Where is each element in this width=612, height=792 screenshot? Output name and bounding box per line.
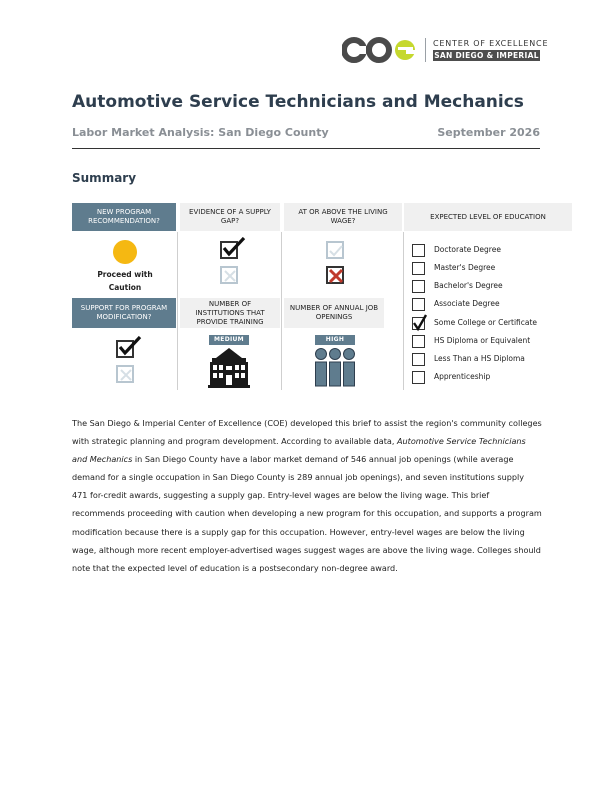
new-program-header: NEW PROGRAM RECOMMENDATION? bbox=[72, 203, 176, 231]
report-date: September 2026 bbox=[437, 126, 540, 139]
education-checkbox bbox=[412, 262, 425, 275]
page-title: Automotive Service Technicians and Mechanics bbox=[72, 92, 524, 112]
education-checkbox bbox=[412, 317, 425, 330]
education-checkbox bbox=[412, 280, 425, 293]
modification-yes-checkbox bbox=[116, 340, 134, 358]
education-checkbox bbox=[412, 335, 425, 348]
summary-paragraph-part2: in San Diego County have a labor market demand of 546 annual job openings (while average demand for a single occupation in San Diego County is 289 annual job openings), and seven institutions supply 471 for-credit awards, suggesting a supply gap. Entry-level wages are below the living wage. This brief recommends proceeding with caution when developing a new program for this occupation, and supports a program modification because there is a supply gap for this occupation. However, entry-level wages are below the living wage, although more recent employer-advertised wages suggest wages are above the living wage. Colleges should note that the expected level of education is a postsecondary non-degree award. bbox=[72, 454, 542, 573]
supply-gap-yes-checkbox bbox=[220, 241, 238, 259]
recommendation-text: Proceed with Caution bbox=[97, 270, 153, 292]
caution-indicator-icon bbox=[113, 240, 137, 264]
education-label: HS Diploma or Equivalent bbox=[434, 336, 531, 345]
education-label: Apprenticeship bbox=[434, 372, 491, 381]
people-icon bbox=[314, 348, 356, 392]
coe-logo bbox=[342, 36, 418, 64]
education-checkbox bbox=[412, 244, 425, 257]
column-divider bbox=[177, 232, 178, 390]
education-checkbox bbox=[412, 371, 425, 384]
institutions-header: NUMBER OF INSTITUTIONS THAT PROVIDE TRAINING bbox=[180, 298, 280, 328]
education-label: Some College or Certificate bbox=[434, 318, 538, 327]
logo-text-line1: CENTER OF EXCELLENCE bbox=[433, 39, 549, 48]
building-icon bbox=[208, 348, 250, 392]
institutions-level-badge: MEDIUM bbox=[209, 335, 249, 345]
logo-text-line2: SAN DIEGO & IMPERIAL bbox=[434, 51, 539, 60]
modification-no-checkbox bbox=[116, 365, 134, 383]
job-openings-header: NUMBER OF ANNUAL JOB OPENINGS bbox=[284, 298, 384, 328]
education-label: Less Than a HS Diploma bbox=[434, 354, 525, 363]
summary-heading: Summary bbox=[72, 171, 137, 185]
education-checkbox bbox=[412, 353, 425, 366]
education-checkbox bbox=[412, 298, 425, 311]
occupation-name: Automotive Service Technicians and Mechanics bbox=[72, 436, 526, 465]
openings-level-badge: HIGH bbox=[315, 335, 355, 345]
supply-gap-no-checkbox bbox=[220, 266, 238, 284]
summary-paragraph bbox=[72, 414, 542, 577]
column-divider bbox=[403, 232, 404, 390]
title-divider bbox=[72, 148, 540, 149]
living-wage-no-checkbox bbox=[326, 266, 344, 284]
living-wage-yes-checkbox bbox=[326, 241, 344, 259]
education-header: EXPECTED LEVEL OF EDUCATION bbox=[404, 203, 572, 231]
summary-paragraph-part1: The San Diego & Imperial Center of Excellence (COE) developed this brief to assist the region's community colleges with strategic planning and program development. According to available data, bbox=[72, 418, 542, 447]
education-label: Doctorate Degree bbox=[434, 245, 501, 254]
column-divider bbox=[281, 232, 282, 390]
page-subtitle: Labor Market Analysis: San Diego County bbox=[72, 126, 329, 139]
education-label: Bachelor's Degree bbox=[434, 281, 503, 290]
logo-divider bbox=[425, 38, 426, 62]
living-wage-header: AT OR ABOVE THE LIVING WAGE? bbox=[284, 203, 402, 231]
education-label: Master's Degree bbox=[434, 263, 496, 272]
supply-gap-header: EVIDENCE OF A SUPPLY GAP? bbox=[180, 203, 280, 231]
education-label: Associate Degree bbox=[434, 299, 500, 308]
program-modification-header: SUPPORT FOR PROGRAM MODIFICATION? bbox=[72, 298, 176, 328]
